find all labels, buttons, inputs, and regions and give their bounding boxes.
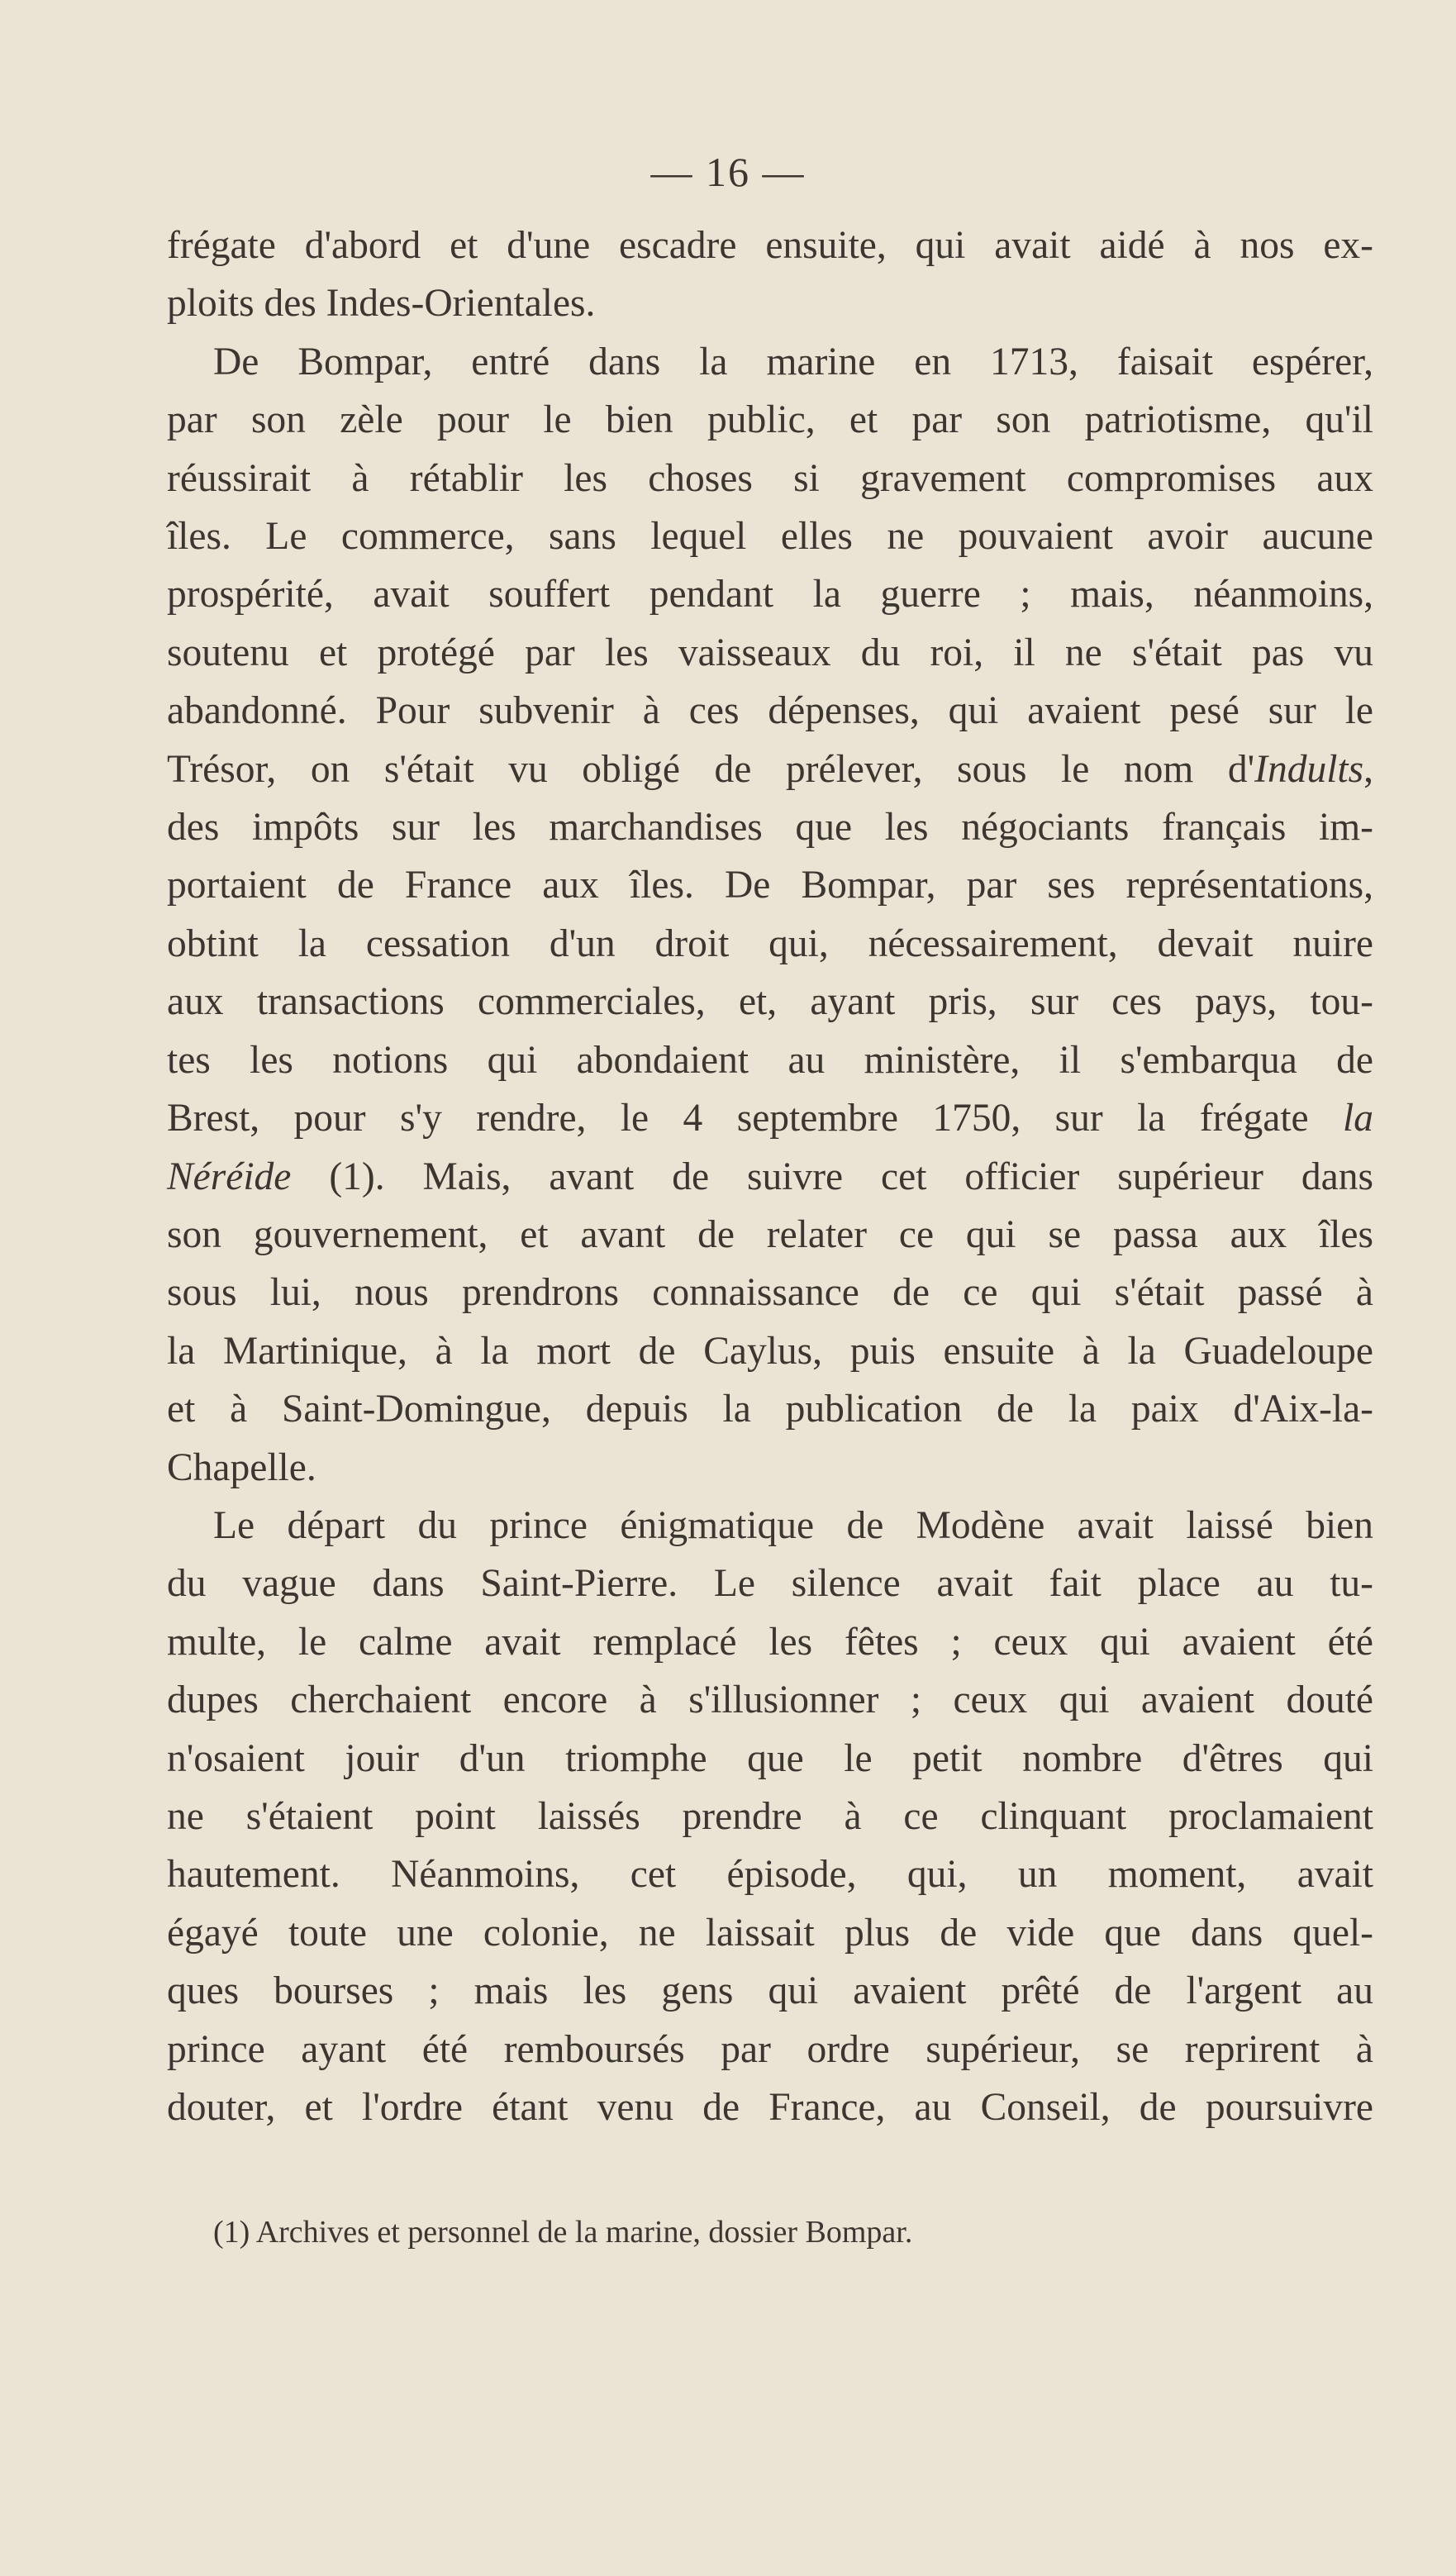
text-line: et à Saint-Domingue, depuis la publication de la paix d'Aix-la- <box>167 1388 1373 1431</box>
text-line: son gouvernement, et avant de relater ce qui se passa aux îles <box>167 1212 1373 1256</box>
text-line: égayé toute une colonie, ne laissait plus de vide que dans quel- <box>167 1911 1373 1955</box>
text-line: Néréide (1). Mais, avant de suivre cet officier supérieur dans <box>167 1155 1373 1198</box>
text-line: la Martinique, à la mort de Caylus, puis ensuite à la Guadeloupe <box>167 1329 1373 1373</box>
text-line: abandonné. Pour subvenir à ces dépenses, qui avaient pesé sur le <box>167 689 1373 733</box>
paragraph-2 <box>167 333 1373 1497</box>
text-line: portaient de France aux îles. De Bompar, par ses représentations, <box>167 864 1373 907</box>
text-line: par son zèle pour le bien public, et par son patriotisme, qu'il <box>167 398 1373 442</box>
body-text <box>167 217 1373 2136</box>
text-line: îles. Le commerce, sans lequel elles ne pouvaient avoir aucune <box>167 515 1373 559</box>
text-line: soutenu et protégé par les vaisseaux du roi, il ne s'était pas vu <box>167 631 1373 674</box>
text-line: Le départ du prince énigmatique de Modène avait laissé bien <box>213 1503 1373 1547</box>
paragraph-1 <box>167 217 1373 333</box>
text-line: Brest, pour s'y rendre, le 4 septembre 1750, sur la frégate la <box>167 1097 1373 1140</box>
text-line: frégate d'abord et d'une escadre ensuite, qui avait aidé à nos ex- <box>167 224 1373 267</box>
text-line: sous lui, nous prendrons connaissance de ce qui s'était passé à <box>167 1271 1373 1315</box>
text-line: prospérité, avait souffert pendant la guerre ; mais, néanmoins, <box>167 573 1373 617</box>
text-line: des impôts sur les marchandises que les négociants français im- <box>167 806 1373 850</box>
text-line: multe, le calme avait remplacé les fêtes ; ceux qui avaient été <box>167 1620 1373 1664</box>
text-line: prince ayant été remboursés par ordre supérieur, se reprirent à <box>167 2027 1373 2071</box>
text-line: tes les notions qui abondaient au ministère, il s'embarqua de <box>167 1038 1373 1082</box>
page-number: — 16 — <box>650 149 806 195</box>
text-line: dupes cherchaient encore à s'illusionner ; ceux qui avaient douté <box>167 1678 1373 1722</box>
text-line: Trésor, on s'était vu obligé de prélever, sous le nom d'Indults, <box>167 747 1373 791</box>
text-line: hautement. Néanmoins, cet épisode, qui, un moment, avait <box>167 1853 1373 1897</box>
paragraph-3 <box>167 1497 1373 2136</box>
text-line: obtint la cessation d'un droit qui, nécessairement, devait nuire <box>167 921 1373 965</box>
text-line: ploits des Indes-Orientales. <box>167 282 596 326</box>
text-line: Chapelle. <box>167 1445 316 1489</box>
footnote: (1) Archives et personnel de la marine, dossier Bompar. <box>213 2215 913 2250</box>
text-line: ne s'étaient point laissés prendre à ce clinquant proclamaient <box>167 1794 1373 1838</box>
text-line: du vague dans Saint-Pierre. Le silence avait fait place au tu- <box>167 1562 1373 1606</box>
text-line: aux transactions commerciales, et, ayant pris, sur ces pays, tou- <box>167 980 1373 1024</box>
text-line: ques bourses ; mais les gens qui avaient prêté de l'argent au <box>167 1969 1373 2013</box>
text-line: De Bompar, entré dans la marine en 1713, faisait espérer, <box>213 340 1373 383</box>
text-line: réussirait à rétablir les choses si gravement compromises aux <box>167 456 1373 500</box>
text-line: douter, et l'ordre étant venu de France, au Conseil, de poursuivre <box>167 2086 1373 2129</box>
text-line: n'osaient jouir d'un triomphe que le petit nombre d'êtres qui <box>167 1736 1373 1780</box>
